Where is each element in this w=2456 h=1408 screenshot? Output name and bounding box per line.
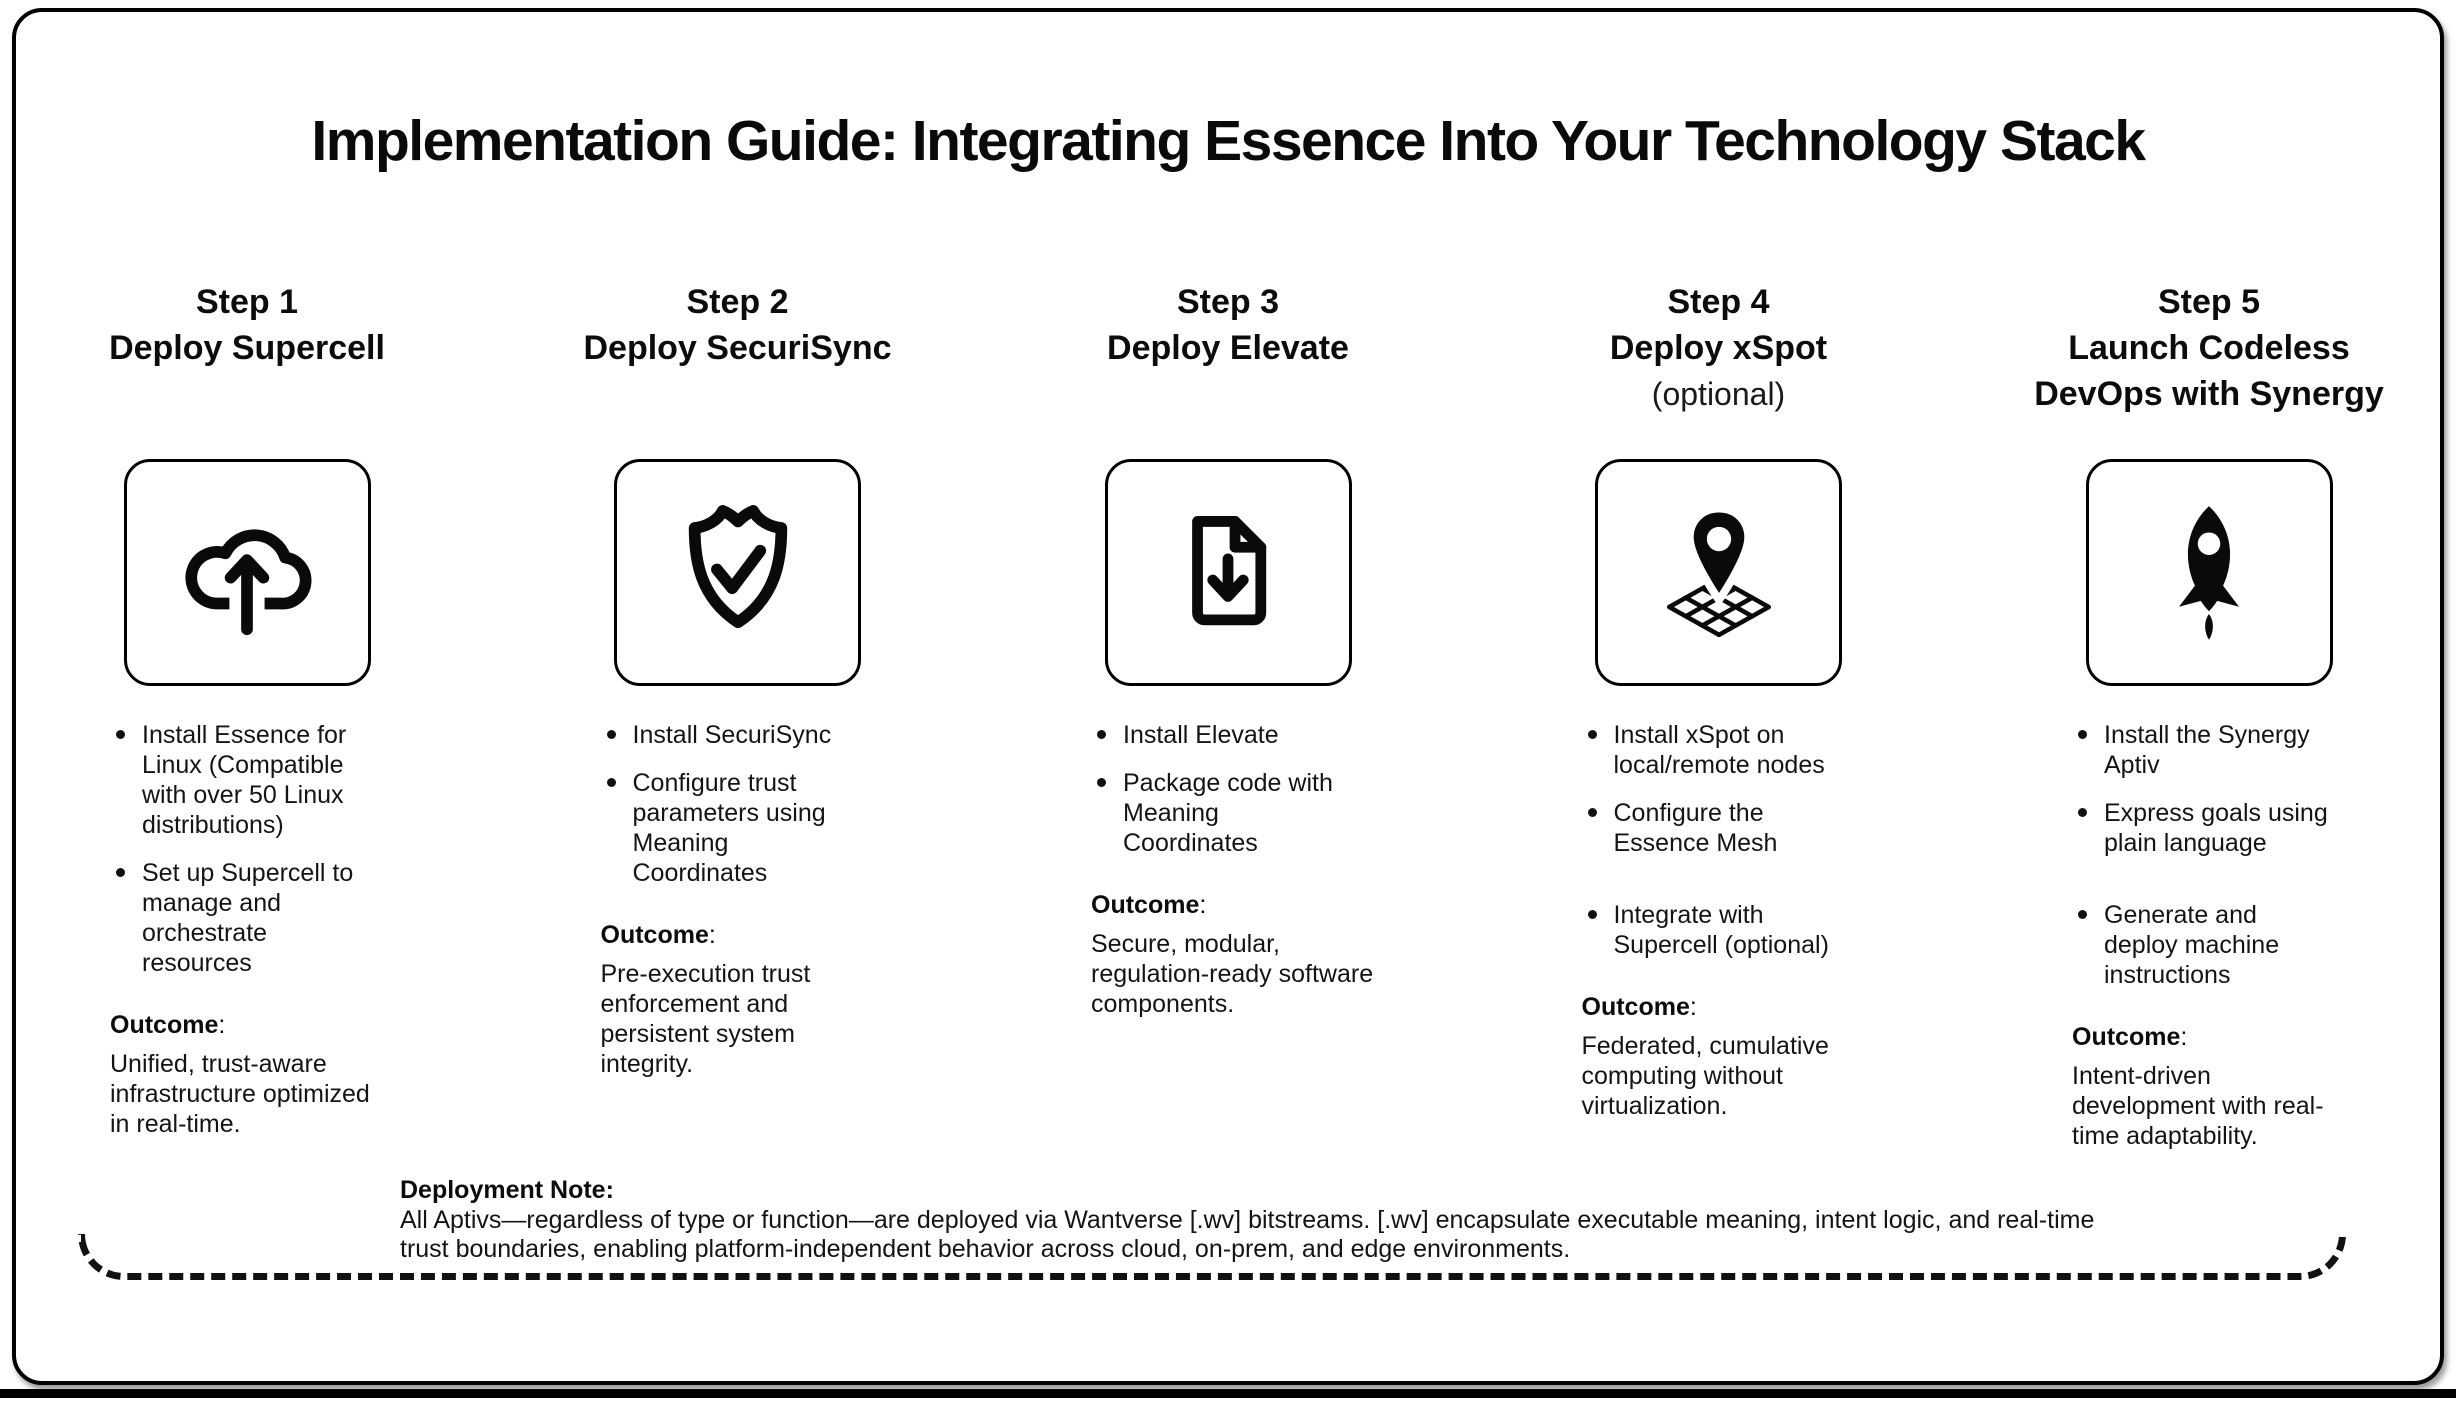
bullet-item: Install SecuriSync [605,720,865,750]
step-5-outcome [2072,1022,2358,1151]
step-2-bullets [605,720,929,888]
step-1-outcome [110,1010,396,1139]
bullet-item: Install Elevate [1095,720,1355,750]
outcome-label: Outcome: [110,1011,226,1039]
outcome-text: Secure, modular, regulation-ready software components. [1091,930,1374,1018]
outcome-label: Outcome: [2072,1023,2188,1051]
step-column-2 [547,279,929,1151]
bullet-item: Configure the Essence Mesh [1586,798,1846,858]
step-column-5 [2018,279,2400,1151]
outcome-text: Unified, trust-aware infrastructure optimized in real-time. [110,1050,370,1138]
outcome-text: Federated, cumulative computing without virtualization. [1581,1032,1829,1120]
outcome-text: Intent-driven development with real-time adaptability. [2072,1062,2324,1150]
step-1-bullets [114,720,438,978]
step-3-bullets [1095,720,1419,858]
deployment-note-label: Deployment Note: [400,1176,614,1204]
outcome-label: Outcome: [1091,891,1207,919]
step-name: Deploy Elevate [1107,329,1349,367]
step-column-1 [56,279,438,1151]
step-column-3 [1037,279,1419,1151]
step-3-outcome [1091,890,1377,1019]
step-name: Deploy xSpot [1609,329,1828,367]
step-4-outcome [1582,992,1868,1121]
step-2-outcome [601,920,887,1079]
outcome-label: Outcome: [1581,993,1697,1021]
shield-check-icon [614,459,861,686]
map-pin-mesh-icon [1595,459,1842,686]
step-label: Step 3 [1176,283,1280,321]
bullet-item: Install Essence for Linux (Compatible with over 50 Linux distributions) [114,720,374,840]
step-1-header [56,279,438,459]
bullet-item: Configure trust parameters using Meaning Coordinates [605,768,865,888]
rocket-icon [2086,459,2333,686]
bullet-item: Integrate with Supercell (optional) [1586,900,1846,960]
step-name: Launch Codeless DevOps with Synergy [2034,329,2384,413]
step-column-4 [1528,279,1910,1151]
bullet-item: Express goals using plain language [2076,798,2336,858]
step-5-bullets [2076,720,2400,990]
step-2-header [547,279,929,459]
dashed-bracket [78,1234,2346,1280]
file-download-icon [1105,459,1352,686]
deployment-note-text: All Aptivs—regardless of type or function—are deployed via Wantverse [.wv] bitstreams. [.wv] encapsulate executable meaning, intent logic, and real-time trust boundaries, enabling platform-independent behavior across cloud, on-prem, and edge environments. [400,1206,2095,1263]
step-label: Step 2 [686,283,789,321]
outcome-text: Pre-execution trust enforcement and persistent system integrity. [600,960,811,1078]
bullet-item: Generate and deploy machine instructions [2076,900,2336,990]
page-title: Implementation Guide: Integrating Essence Into Your Technology Stack [311,109,2145,174]
step-3-header [1037,279,1419,459]
step-4-bullets [1586,720,1910,960]
guide-card [12,8,2444,1385]
step-label: Step 1 [195,283,299,321]
bullet-item: Install xSpot on local/remote nodes [1586,720,1846,780]
step-name: Deploy Supercell [109,329,385,367]
bullet-item: Install the Synergy Aptiv [2076,720,2336,780]
bottom-window-edge [0,1389,2456,1398]
step-4-header [1528,279,1910,459]
steps-row [56,279,2400,1151]
outcome-label: Outcome: [600,921,716,949]
bullet-item: Set up Supercell to manage and orchestrate resources [114,858,374,978]
step-optional-note: (optional) [1651,376,1786,412]
step-5-header [2018,279,2400,459]
step-label: Step 5 [2157,283,2261,321]
step-label: Step 4 [1667,283,1770,321]
bullet-item: Package code with Meaning Coordinates [1095,768,1355,858]
cloud-upload-icon [124,459,371,686]
step-name: Deploy SecuriSync [583,329,892,367]
